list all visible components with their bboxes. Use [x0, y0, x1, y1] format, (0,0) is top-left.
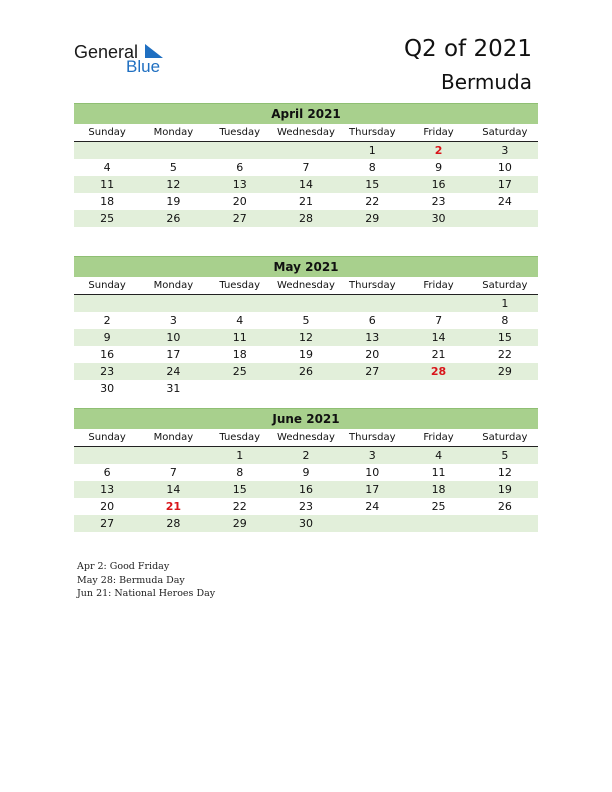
day-cell: 27 — [232, 212, 247, 225]
week-row — [74, 498, 538, 515]
weekday-label: Tuesday — [219, 127, 261, 138]
week-row — [74, 329, 538, 346]
day-cell: 3 — [368, 449, 376, 462]
day-cell: 4 — [103, 161, 111, 174]
day-cell: 25 — [232, 365, 247, 378]
day-cell — [339, 515, 405, 532]
week-row — [74, 380, 538, 397]
day-cell: 20 — [365, 348, 380, 361]
weekday-header-row — [74, 429, 538, 447]
day-cell: 14 — [166, 483, 181, 496]
day-cell: 17 — [497, 178, 512, 191]
day-cell: 4 — [435, 449, 443, 462]
day-cell: 23 — [100, 365, 115, 378]
day-cell: 7 — [435, 314, 443, 327]
week-row — [74, 464, 538, 481]
week-row — [74, 363, 538, 380]
day-cell: 8 — [236, 466, 244, 479]
country-name: Bermuda — [440, 70, 532, 94]
day-cell: 25 — [100, 212, 115, 225]
month-june — [74, 408, 538, 532]
day-cell: 3 — [169, 314, 177, 327]
day-cell: 13 — [365, 331, 380, 344]
holiday-day-cell: 28 — [430, 365, 447, 378]
week-row — [74, 346, 538, 363]
day-cell: 29 — [365, 212, 380, 225]
generalblue-logo — [74, 40, 174, 80]
logo-blue-text: Blue — [126, 57, 161, 76]
weekday-header-row — [74, 277, 538, 295]
day-cell — [405, 380, 471, 397]
day-cell: 19 — [298, 348, 313, 361]
weekday-label: Saturday — [482, 280, 528, 291]
day-cell: 19 — [497, 483, 512, 496]
weekday-label: Friday — [423, 280, 454, 291]
day-cell: 26 — [166, 212, 181, 225]
day-cell: 17 — [166, 348, 181, 361]
day-cell: 15 — [497, 331, 512, 344]
day-cell: 30 — [298, 517, 313, 530]
day-cell: 14 — [298, 178, 313, 191]
day-cell: 22 — [365, 195, 380, 208]
day-cell: 27 — [365, 365, 380, 378]
holiday-note: Apr 2: Good Friday — [77, 561, 170, 572]
day-cell: 20 — [232, 195, 247, 208]
month-title: April 2021 — [74, 103, 538, 124]
day-cell — [273, 380, 339, 397]
holiday-notes — [77, 560, 215, 601]
day-cell: 30 — [100, 382, 115, 395]
holiday-day-cell: 21 — [165, 500, 182, 513]
day-cell: 9 — [302, 466, 310, 479]
week-row — [74, 159, 538, 176]
month-title: May 2021 — [74, 256, 538, 277]
weekday-label: Friday — [423, 127, 454, 138]
month-title: June 2021 — [74, 408, 538, 429]
day-cell: 27 — [100, 517, 115, 530]
weekday-label: Tuesday — [219, 280, 261, 291]
day-cell — [140, 295, 206, 312]
day-cell: 20 — [100, 500, 115, 513]
weekday-label: Wednesday — [277, 280, 335, 291]
weekday-label: Sunday — [88, 280, 126, 291]
day-cell: 3 — [501, 144, 509, 157]
day-cell: 13 — [232, 178, 247, 191]
week-row — [74, 481, 538, 498]
day-cell: 12 — [298, 331, 313, 344]
weekday-label: Monday — [153, 127, 194, 138]
day-cell: 1 — [236, 449, 244, 462]
day-cell — [472, 210, 538, 227]
holiday-day-cell: 2 — [434, 144, 443, 157]
weekday-label: Monday — [153, 432, 194, 443]
day-cell: 21 — [431, 348, 446, 361]
weekday-label: Wednesday — [277, 432, 335, 443]
day-cell: 28 — [166, 517, 181, 530]
month-may — [74, 256, 538, 397]
page-title: Q2 of 2021 — [403, 36, 532, 62]
day-cell: 30 — [431, 212, 446, 225]
day-cell: 23 — [298, 500, 313, 513]
day-cell: 29 — [232, 517, 247, 530]
weekday-label: Monday — [153, 280, 194, 291]
day-cell — [207, 295, 273, 312]
weekday-label: Sunday — [88, 432, 126, 443]
day-cell: 11 — [431, 466, 446, 479]
day-cell: 12 — [166, 178, 181, 191]
week-row — [74, 515, 538, 532]
weekday-label: Wednesday — [277, 127, 335, 138]
day-cell: 2 — [103, 314, 111, 327]
day-cell: 29 — [497, 365, 512, 378]
day-cell: 6 — [368, 314, 376, 327]
day-cell: 10 — [166, 331, 181, 344]
day-cell: 24 — [497, 195, 512, 208]
week-row — [74, 295, 538, 312]
holiday-note: May 28: Bermuda Day — [77, 574, 185, 586]
day-cell: 21 — [298, 195, 313, 208]
day-cell — [273, 295, 339, 312]
day-cell: 1 — [368, 144, 376, 157]
weekday-label: Thursday — [349, 127, 396, 138]
weekday-label: Saturday — [482, 127, 528, 138]
day-cell: 14 — [431, 331, 446, 344]
day-cell — [339, 380, 405, 397]
day-cell: 11 — [100, 178, 115, 191]
day-cell: 22 — [232, 500, 247, 513]
weekday-label: Friday — [423, 432, 454, 443]
day-cell: 24 — [365, 500, 380, 513]
day-cell — [140, 447, 206, 464]
day-cell: 5 — [169, 161, 177, 174]
day-cell: 16 — [298, 483, 313, 496]
day-cell: 9 — [435, 161, 443, 174]
week-row — [74, 176, 538, 193]
day-cell — [140, 142, 206, 159]
weekday-label: Sunday — [88, 127, 126, 138]
day-cell — [339, 295, 405, 312]
day-cell: 12 — [497, 466, 512, 479]
week-row — [74, 447, 538, 464]
day-cell — [472, 515, 538, 532]
week-row — [74, 193, 538, 210]
day-cell: 15 — [365, 178, 380, 191]
day-cell: 24 — [166, 365, 181, 378]
day-cell: 18 — [431, 483, 446, 496]
weekday-label: Tuesday — [219, 432, 261, 443]
day-cell: 15 — [232, 483, 247, 496]
day-cell: 17 — [365, 483, 380, 496]
day-cell: 25 — [431, 500, 446, 513]
day-cell: 2 — [302, 449, 310, 462]
logo-general-text: General — [74, 42, 139, 62]
day-cell: 10 — [497, 161, 512, 174]
week-row — [74, 312, 538, 329]
day-cell: 6 — [236, 161, 244, 174]
day-cell: 1 — [501, 297, 509, 310]
day-cell: 16 — [100, 348, 115, 361]
day-cell: 11 — [232, 331, 247, 344]
day-cell: 23 — [431, 195, 446, 208]
day-cell — [207, 142, 273, 159]
day-cell: 19 — [166, 195, 181, 208]
day-cell — [405, 515, 471, 532]
day-cell — [74, 447, 140, 464]
weekday-label: Saturday — [482, 432, 528, 443]
day-cell — [405, 295, 471, 312]
day-cell: 31 — [166, 382, 181, 395]
holiday-note: Jun 21: National Heroes Day — [77, 588, 216, 599]
day-cell — [207, 380, 273, 397]
day-cell: 5 — [501, 449, 509, 462]
day-cell: 8 — [501, 314, 509, 327]
day-cell — [472, 380, 538, 397]
day-cell: 22 — [497, 348, 512, 361]
day-cell: 16 — [431, 178, 446, 191]
day-cell: 4 — [236, 314, 244, 327]
day-cell: 6 — [103, 466, 111, 479]
day-cell — [74, 295, 140, 312]
day-cell: 18 — [100, 195, 115, 208]
day-cell: 13 — [100, 483, 115, 496]
day-cell: 18 — [232, 348, 247, 361]
weekday-header-row — [74, 124, 538, 142]
day-cell: 28 — [298, 212, 313, 225]
day-cell: 7 — [302, 161, 310, 174]
week-row — [74, 210, 538, 227]
day-cell: 26 — [298, 365, 313, 378]
day-cell — [74, 142, 140, 159]
day-cell: 26 — [497, 500, 512, 513]
day-cell: 9 — [103, 331, 111, 344]
day-cell: 8 — [368, 161, 376, 174]
day-cell: 10 — [365, 466, 380, 479]
weekday-label: Thursday — [349, 280, 396, 291]
weekday-label: Thursday — [349, 432, 396, 443]
week-row — [74, 142, 538, 159]
day-cell: 7 — [169, 466, 177, 479]
day-cell: 5 — [302, 314, 310, 327]
month-april — [74, 103, 538, 227]
day-cell — [273, 142, 339, 159]
